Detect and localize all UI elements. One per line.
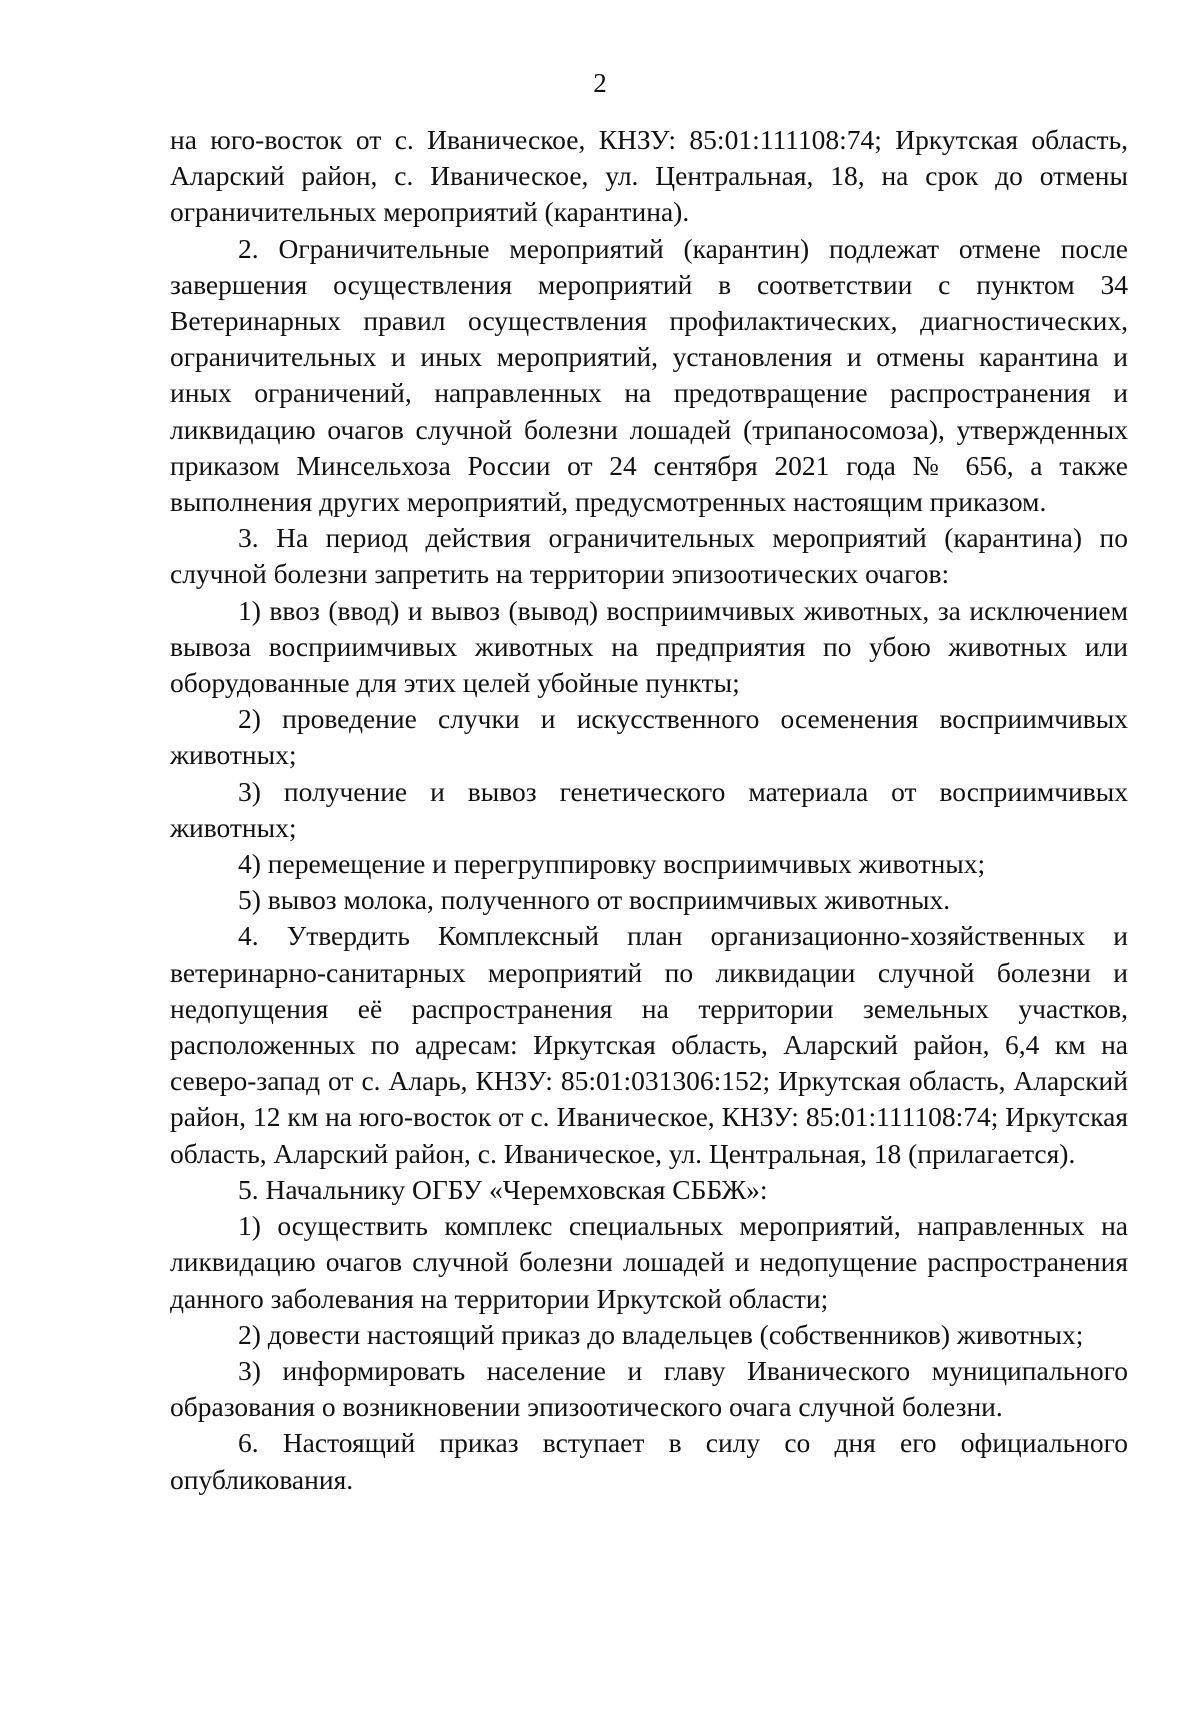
subitem-3-2: 2) проведение случки и искусственного осеменения восприимчивых животных; [170, 703, 1128, 771]
subitem-5-3: 3) информировать население и главу Иванического муниципального образования о возникновении эпизоотического очага случной болезни. [170, 1354, 1128, 1423]
paragraph-item-6: 6. Настоящий приказ вступает в силу со дня его официального опубликования. [170, 1427, 1128, 1495]
subitem-3-1: 1) ввоз (ввод) и вывоз (вывод) восприимчивых животных, за исключением вывоза восприимчивых животных на предприятия по убою животных или оборудованные для этих целей убойные пункты; [170, 594, 1128, 699]
paragraph-continuation: на юго-восток от с. Иваническое, КНЗУ: 85:01:111108:74; Иркутская область, Аларский район, с. Иваническое, ул. Центральная, 18, на срок до отмены ограничительных мероприятий (карантина). [170, 124, 1128, 228]
subitem-3-5: 5) вывоз молока, полученного от восприимчивых животных. [238, 884, 951, 916]
paragraph-item-4: 4. Утвердить Комплексный план организационно-хозяйственных и ветеринарно-санитарных мероприятий по ликвидации случной болезни и недопущения её распространения на территории земельных участков, расположенных по адресам: Иркутская область, Аларский район, 6,4 км на северо-запад от с. Аларь, КНЗУ: 85:01:031306:152; Иркутская область, Аларский район, 12 км на юго-восток от с. Иваническое, КНЗУ: 85:01:111108:74; Иркутская область, Аларский район, с. Иваническое, ул. Центральная, 18 (прилагается). [170, 920, 1128, 1169]
subitem-3-3: 3) получение и вывоз генетического материала от восприимчивых животных; [170, 775, 1128, 843]
paragraph-item-5: 5. Начальнику ОГБУ «Черемховская СББЖ»: [238, 1173, 768, 1205]
subitem-3-4: 4) перемещение и перегруппировку восприимчивых животных; [238, 848, 986, 880]
subitem-5-1: 1) осуществить комплекс специальных мероприятий, направленных на ликвидацию очагов случной болезни лошадей и недопущение распространения данного заболевания на территории Иркутской области; [170, 1210, 1128, 1314]
paragraph-item-2: 2. Ограничительные мероприятий (карантин) подлежат отмене после завершения осуществления мероприятий в соответствии с пунктом 34 Ветеринарных правил осуществления профилактических, диагностических, ограничительных и иных мероприятий, установления и отмены карантина и иных ограничений, направленных на предотвращение распространения и ликвидацию очагов случной болезни лошадей (трипаносомоза), утвержденных приказом Минсельхоза России от 24 сентября 2021 года № 656, а также выполнения других мероприятий, предусмотренных настоящим приказом. [170, 232, 1128, 518]
page-number: 2 [593, 68, 607, 98]
document-body [170, 122, 1128, 1498]
subitem-5-2: 2) довести настоящий приказ до владельцев (собственников) животных; [238, 1318, 1084, 1350]
paragraph-item-3: 3. На период действия ограничительных мероприятий (карантина) по случной болезни запретить на территории эпизоотических очагов: [170, 522, 1128, 590]
